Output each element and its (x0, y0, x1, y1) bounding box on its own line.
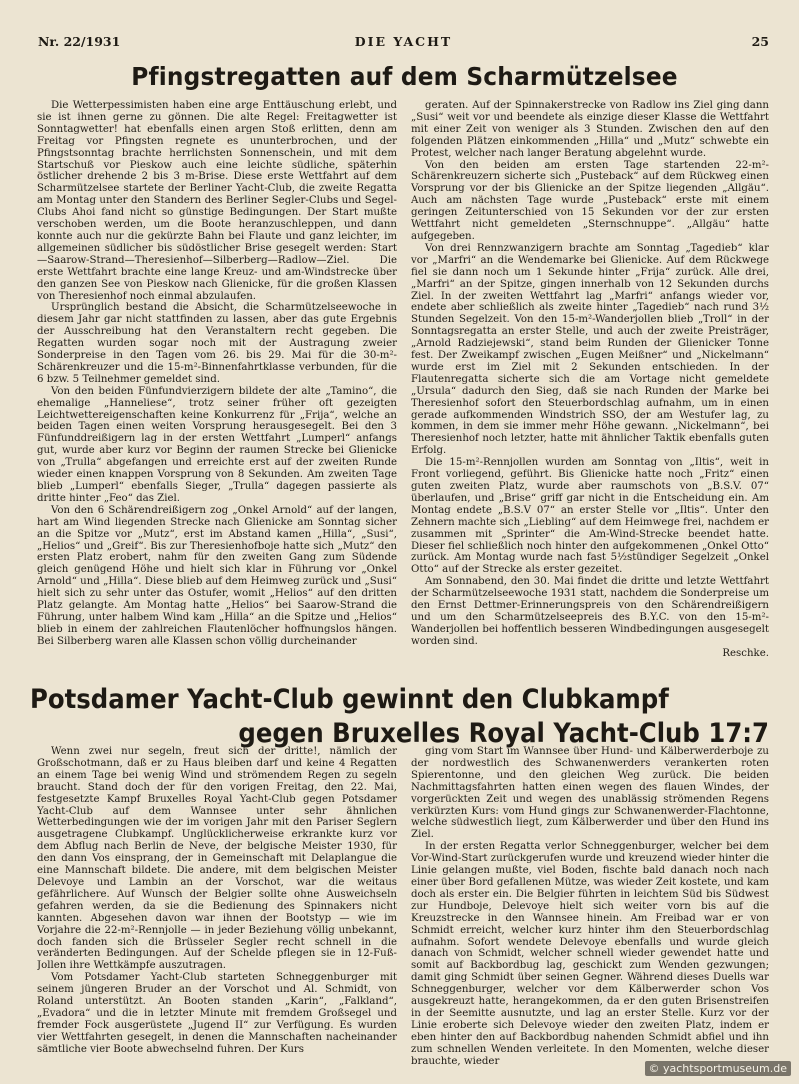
paragraph: Von den beiden Fünfundvierzigern bildete der alte „Tamino“, die ehemalige „Hanneliese“, trotz seiner früher oft gezeigten Leichtwettereigenschaften keine Konkurrenz für „Frija“, welche an beiden Tagen einen weiten Vorsprung herausgesegelt. Bei den 3 Fünfunddreißigern lag in der ersten Wettfahrt „Lumperl“ anfangs gut, wurde aber kurz vor Beginn der raumen Strecke bei Glienicke von „Trulla“ abgefangen und erreichte erst auf der zweiten Runde wieder einen knappen Vorsprung von 8 Sekunden. Am zweiten Tage blieb „Lumperl“ ebenfalls Sieger, „Trulla“ dagegen passierte als dritte hinter „Feo“ das Ziel. (37, 385, 397, 504)
paragraph: ging vom Start im Wannsee über Hund- und Kälberwerderboje zu der nordwestlich des Schwanenwerders verankerten roten Spierentonne, und den gleichen Weg zurück. Die beiden Nachmittagsfahrten hatten einen wegen des flauen Windes, der vorgerückten Zeit und wegen des unablässig strömenden Regens verkürzten Kurs: vom Hund gings zur Schwanenwerder-Flachtonne, welche südwestlich liegt, zum Kälberwerder und über den Hund ins Ziel. (411, 746, 769, 841)
article2-title-line1: Potsdamer Yacht-Club gewinnt den Clubkampf (30, 684, 669, 715)
paragraph: Am Sonnabend, den 30. Mai findet die dritte und letzte Wettfahrt der Scharmützelseewoche 1931 statt, nachdem die Sonderpreise um den Ernst Dettmer-Erinnerungspreis von den Schärendreißigern und um den Scharmützelseepreis des B.Y.C. von den 15-m²-Wanderjollen bei hoffentlich besseren Windbedingungen ausgesegelt worden sind. (411, 576, 769, 647)
paragraph: Die 15-m²-Rennjollen wurden am Sonntag von „Iltis“, weit in Front vorliegend, geführt. Bis Glienicke hatte noch „Fritz“ einen guten zweiten Platz, wurde aber raumschots von „B.S.V. 07“ überlaufen, und „Brise“ griff gar nicht in die Entscheidung ein. Am Montag endete „B.S.V 07“ an erster Stelle vor „Iltis“. Unter den Zehnern machte sich „Liebling“ auf dem Heimwege frei, nachdem er zusammen mit „Sprinter“ die Am-Wind-Strecke beendet hatte. Dieser fiel schließlich noch hinter den aufgekommenen „Onkel Otto“ zurück. Am Montag wurde nach fast 5½stündiger Segelzeit „Onkel Otto“ auf der Strecke als erster gezeitet. (411, 457, 769, 576)
paragraph: Ursprünglich bestand die Absicht, die Scharmützelseewoche in diesem Jahr gar nicht stattfinden zu lassen, aber das gute Ergebnis der Ausschreibung hat den Veranstaltern recht gegeben. Die Regatten wurden sogar noch mit der Austragung zweier Sonderpreise in den Tagen vom 26. bis 29. Mai für die 30-m²-Schärenkreuzer und die 15-m²-Binnenfahrtklasse verbunden, für die 6 bzw. 5 Teilnehmer gemeldet sind. (37, 302, 397, 385)
magazine-title: DIE YACHT (354, 34, 453, 49)
article1-body (37, 100, 769, 690)
paragraph: Von den 6 Schärendreißigern zog „Onkel Arnold“ auf der langen, hart am Wind liegenden Strecke nach Glienicke am Sonntag sicher an die Spitze vor „Mutz“, erst im Abstand kamen „Hilla“, „Susi“, „Helios“ und „Greif“. Bis zur Theresienhofboje hatte sich „Mutz“ den ersten Platz erobert, nahm für den zweiten Gang zum Südende gleich genügend Höhe und hielt sich klar in Führung vor „Onkel Arnold“ und „Hilla“. Diese blieb auf dem Heimweg zurück und „Susi“ hielt sich zu sehr unter das Ostufer, womit „Helios“ auf den dritten Platz gelangte. Am Montag hatte „Helios“ bei Saarow-Strand die Führung, unter halbem Wind kam „Hilla“ an die Spitze und „Helios“ blieb in einem der zahlreichen Flautenlöcher hoffnungslos hängen. Bei Silberberg waren alle Klassen schon völlig durcheinander (37, 504, 397, 647)
article2-title-line2: gegen Bruxelles Royal Yacht-Club 17:7 (238, 718, 769, 749)
paragraph: geraten. Auf der Spinnakerstrecke von Radlow ins Ziel ging dann „Susi“ weit vor und beendete als einzige dieser Klasse die Wettfahrt mit einer Zeit von weniger als 3 Stunden. Zwischen den auf den folgenden Plätzen einkommenden „Hilla“ und „Mutz“ schwebte ein Protest, welcher nach langer Beratung abgelehnt wurde. (411, 100, 769, 159)
issue-number: Nr. 22/1931 (38, 34, 121, 49)
author-signature: Reschke. (722, 647, 769, 659)
article2-right-column (411, 746, 769, 1076)
paragraph: Die Wetterpessimisten haben eine arge Enttäuschung erlebt, und sie ist ihnen gerne zu gönnen. Die alte Regel: Freitagwetter ist Sonntagwetter! hat ebenfalls einen argen Stoß erlitten, denn am Freitag vor Pfingsten regnete es ununterbrochen, und der Pfingstsonntag brachte herrlichsten Sonnenschein, und mit dem Startschuß vor Pieskow auch eine leichte südliche, späterhin östlicher drehende 2 bis 3 m-Brise. Diese erste Wettfahrt auf dem Scharmützelsee startete der Berliner Yacht-Club, die zweite Regatta am Montag unter den Standern des Berliner Segler-Clubs und Segel-Clubs Ahoi fand nicht so günstige Bedingungen. Der Start mußte verschoben werden, um die Boote heranzuschleppen, und dann konnte auch nur die gekürzte Bahn bei Flaute und ganz leichter, im allgemeinen südlicher bis südöstlicher Brise gesegelt werden: Start—Saarow-Strand—Theresienhof—Silberberg—Radlow—Ziel. Die erste Wettfahrt brachte eine lange Kreuz- und am-Windstrecke über den ganzen See von Pieskow nach Glienicke, für die großen Klassen von Theresienhof noch einmal abzulaufen. (37, 100, 397, 302)
paragraph: Wenn zwei nur segeln, freut sich der dritte!, nämlich der Großschotmann, daß er zu Haus bleiben darf und keine 4 Regatten an einem Tage bei wenig Wind und strömendem Regen zu segeln braucht. Stand doch der für den vorigen Freitag, den 22. Mai, festgesetzte Kampf Bruxelles Royal Yacht-Club gegen Potsdamer Yacht-Club auf dem Wannsee unter sehr ähnlichen Wetterbedingungen wie der im vorigen Jahr mit den Pariser Seglern ausgetragene Clubkampf. Unglücklicherweise erkrankte kurz vor dem Abflug nach Berlin de Neve, der belgische Meister 1930, für den dann Vos einsprang, der in Gemeinschaft mit Delaplangue die eine Mannschaft bildete. Die andere, mit dem belgischen Meister Delevoye und Lambin an der Vorschot, war die weitaus gefährlichere. Auf Wunsch der Belgier sollte ohne Ausweichseln gefahren werden, da sie die Bedienung des Spinnakers nicht kannten. Abgesehen davon war ihnen der Bootstyp — wie im Vorjahre die 22-m²-Rennjolle — in jeder Beziehung völlig unbekannt, doch fanden sich die Brüsseler Segler recht schnell in die veränderten Bedingungen. Auf der Schelde pflegen sie in 12-Fuß-Jollen ihre Wettkämpfe auszutragen. (37, 746, 397, 972)
article2-body (37, 746, 769, 1076)
watermark: © yachtsportmuseum.de (645, 1061, 791, 1076)
page-number: 25 (751, 34, 769, 49)
paragraph: Von drei Rennzwanzigern brachte am Sonntag „Tagedieb“ klar vor „Marfri“ an die Wendemarke bei Glienicke. Auf dem Rückwege fiel sie dann noch um 1 Sekunde hinter „Frija“ zurück. Alle drei, „Marfri“ an der Spitze, gingen innerhalb von 12 Sekunden durchs Ziel. In der zweiten Wettfahrt lag „Marfri“ anfangs wieder vor, endete aber schließlich als zweite hinter „Tagedieb“ nach rund 3½ Stunden Segelzeit. Von den 15-m²-Wanderjollen blieb „Troll“ in der Sonntagsregatta an erster Stelle, und auch der zweite Preisträger, „Arnold Radziejewski“, stand beim Runden der Glienicker Tonne fest. Der Zweikampf zwischen „Eugen Meißner“ und „Nickelmann“ wurde erst im Ziel mit 2 Sekunden entschieden. In der Flautenregatta sicherte sich die am Vortage nicht gemeldete „Ursula“ dadurch den Sieg, daß sie nach Runden der Marke bei Theresienhof sofort den Steuerbordschlag aufnahm, um in einen gerade aufkommenden Windstrich SSO, der am Westufer lag, zu kommen, in dem sie immer mehr Höhe gewann. „Nickelmann“, bei Theresienhof noch letzter, hatte mit ähnlicher Taktik ebenfalls guten Erfolg. (411, 242, 769, 457)
paragraph: Vom Potsdamer Yacht-Club starteten Schneggenburger mit seinem jüngeren Bruder an der Vorschot und Al. Schmidt, von Roland unterstützt. An Booten standen „Karin“, „Falkland“, „Evadora“ und die in letzter Minute mit fremdem Großsegel und fremder Fock ausgerüstete „Jugend II“ zur Verfügung. Es wurden vier Wettfahrten gesegelt, in denen die Mannschaften nacheinander sämtliche vier Boote abwechselnd fuhren. Der Kurs (37, 972, 397, 1055)
article2-title (30, 683, 769, 751)
paragraph: Von den beiden am ersten Tage startenden 22-m²-Schärenkreuzern sicherte sich „Pusteback“ auf dem Rückweg einen Vorsprung vor der bis Glienicke an der Spitze liegenden „Allgäu“. Auch am nächsten Tage wurde „Pusteback“ erste mit einem geringen Zeitunterschied von 15 Sekunden vor der zur ersten Wettfahrt nicht gemeldeten „Sternschnuppe“. „Allgäu“ hatte aufgegeben. (411, 159, 769, 242)
paragraph: In der ersten Regatta verlor Schneggenburger, welcher bei dem Vor-Wind-Start zurückgerufen wurde und kreuzend wieder hinter die Linie gelangen mußte, viel Boden, fischte bald danach noch nach einer über Bord gefallenen Mütze, was wieder Zeit kostete, und kam doch als erster ein. Die Belgier führten in leichtem Süd bis Südwest zur Hundboje, Delevoye hielt sich weiter vorn bis auf die Kreuzstrecke in den Wannsee hinein. Am Freibad war er von Schmidt erreicht, welcher kurz hinter ihm den Steuerbordschlag aufnahm. Sofort wendete Delevoye ebenfalls und wurde gleich danach von Schmidt, welcher schnell wieder gewendet hatte und somit auf Backbordbug lag, geschickt zum Wenden gezwungen; damit ging Schmidt über seinen Gegner. Während dieses Duells war Schneggenburger, welcher vor dem Kälberwerder schon Vos ausgekreuzt hatte, herangekommen, da er den guten Brisenstreifen in der Seemitte ausnutzte, und lag an erster Stelle. Kurz vor der Linie eroberte sich Delevoye wieder den zweiten Platz, indem er eben hinter den auf Backbordbug nahenden Schmidt abfiel und ihn zum schnellen Wenden verleitete. In den Momenten, welche dieser brauchte, wieder (411, 841, 769, 1067)
article1-title: Pfingstregatten auf dem Scharmützelsee (131, 62, 678, 91)
article1-left-column (37, 100, 397, 690)
page-header (38, 34, 769, 52)
article1-right-column (411, 100, 769, 690)
article2-left-column (37, 746, 397, 1076)
